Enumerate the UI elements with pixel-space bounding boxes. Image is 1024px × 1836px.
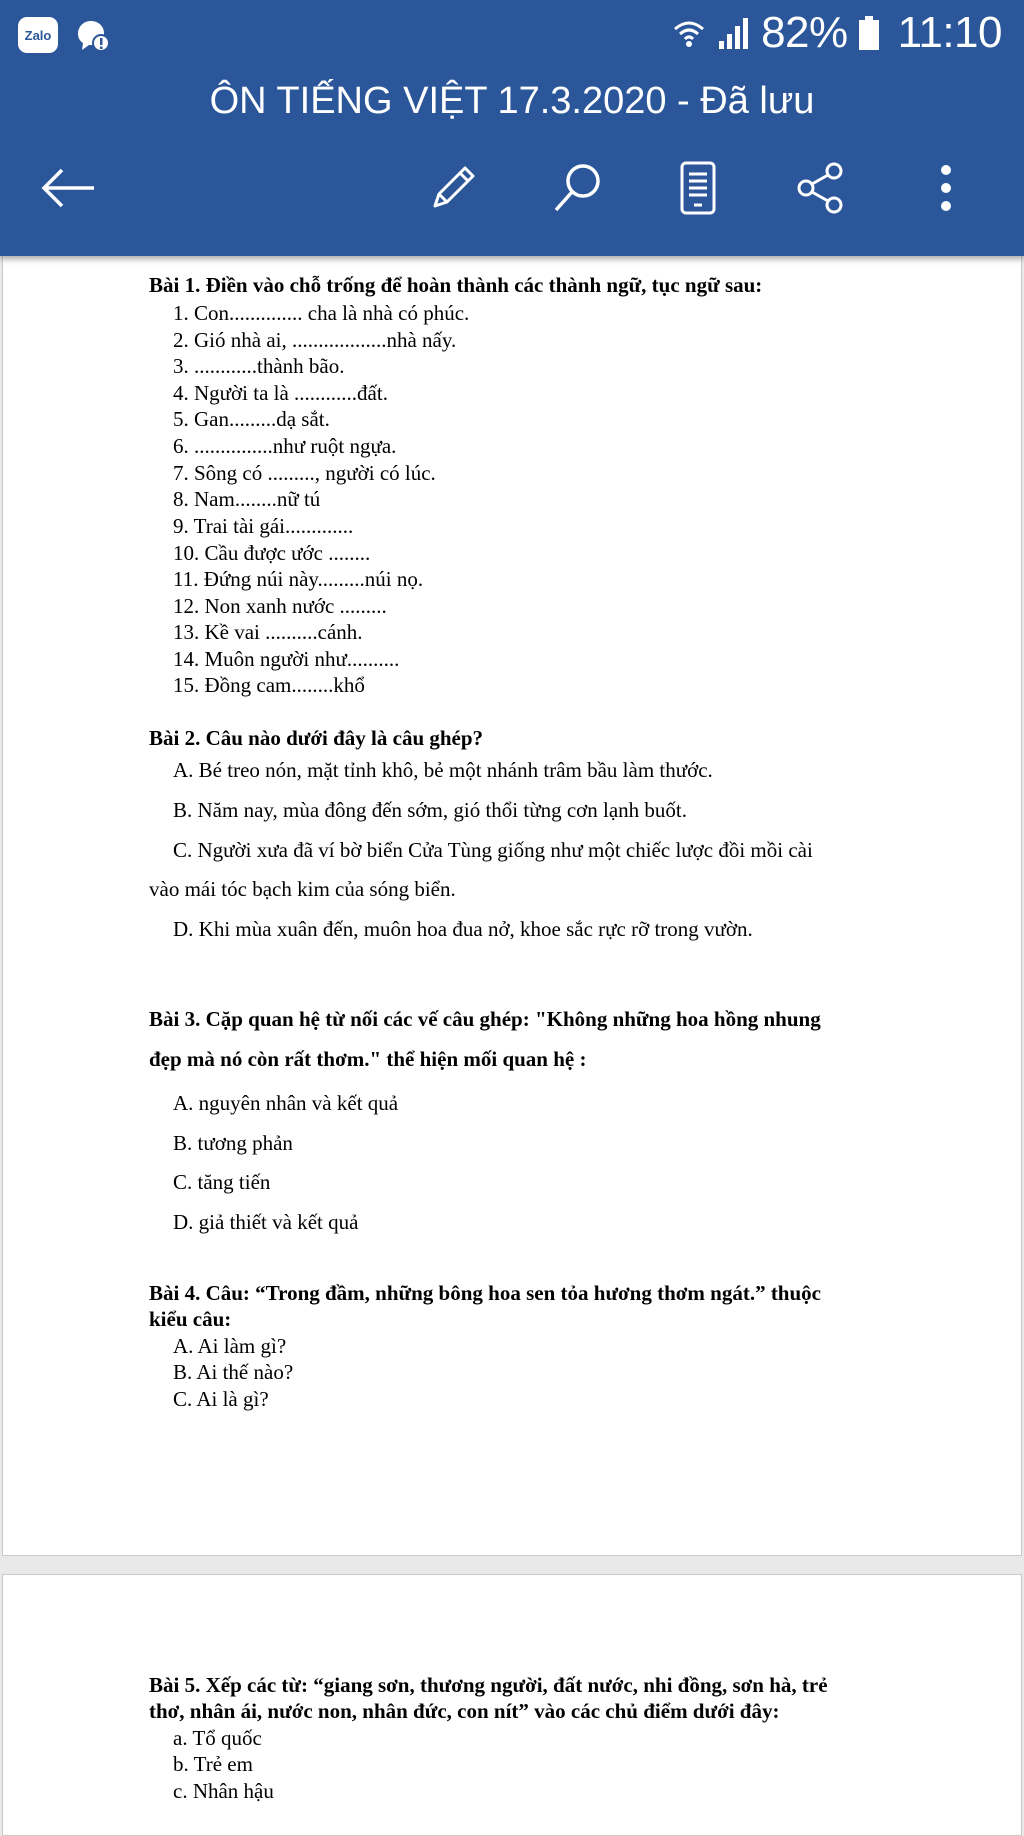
app-header bbox=[0, 0, 1024, 256]
list-item: 10. Cầu được ước ........ bbox=[173, 541, 371, 565]
search-button[interactable] bbox=[540, 150, 616, 226]
option-item: C. tăng tiến bbox=[173, 1170, 271, 1194]
list-item: 13. Kề vai ..........cánh. bbox=[173, 620, 363, 644]
back-arrow-icon bbox=[40, 168, 96, 208]
list-item: 8. Nam........nữ tú bbox=[173, 487, 321, 511]
list-item: 11. Đứng núi này.........núi nọ. bbox=[173, 567, 424, 591]
bai5-heading-line2: thơ, nhân ái, nước non, nhân đức, con nít” vào các chủ điểm dưới đây: bbox=[149, 1699, 780, 1723]
mobile-view-icon bbox=[676, 160, 720, 216]
battery-percent: 82% bbox=[761, 8, 848, 57]
option-item: D. Khi mùa xuân đến, muôn hoa đua nở, khoe sắc rực rỡ trong vườn. bbox=[173, 917, 753, 941]
option-item: A. Bé treo nón, mặt tỉnh khô, bẻ một nhánh trâm bầu làm thước. bbox=[173, 758, 713, 782]
document-title: ÔN TIẾNG VIỆT 17.3.2020 - Đã lưu bbox=[209, 80, 815, 122]
clock: 11:10 bbox=[897, 8, 1002, 57]
option-item: b. Trẻ em bbox=[173, 1752, 253, 1776]
status-bar bbox=[0, 0, 1024, 72]
option-item: C. Người xưa đã ví bờ biển Cửa Tùng giống như một chiếc lược đồi mồi cài bbox=[173, 838, 813, 862]
option-item: B. tương phản bbox=[173, 1131, 293, 1155]
list-item: 5. Gan.........dạ sắt. bbox=[173, 407, 330, 431]
bai3-heading-line2: đẹp mà nó còn rất thơm." thể hiện mối quan hệ : bbox=[149, 1047, 587, 1071]
bai1-heading: Bài 1. Điền vào chỗ trống để hoàn thành các thành ngữ, tục ngữ sau: bbox=[149, 273, 763, 297]
option-item: B. Ai thế nào? bbox=[173, 1360, 294, 1384]
bai2-heading: Bài 2. Câu nào dưới đây là câu ghép? bbox=[149, 726, 484, 750]
list-item: 2. Gió nhà ai, ..................nhà nấy. bbox=[173, 328, 457, 352]
messenger-notification-icon bbox=[72, 17, 112, 53]
option-item: a. Tổ quốc bbox=[173, 1726, 262, 1750]
more-options-button[interactable] bbox=[908, 150, 984, 226]
search-icon bbox=[550, 160, 606, 216]
toolbar bbox=[0, 150, 1024, 226]
bai3-heading: Bài 3. Cặp quan hệ từ nối các vế câu ghép: "Không những hoa hồng nhung bbox=[149, 1007, 821, 1031]
option-item: A. nguyên nhân và kết quả bbox=[173, 1091, 399, 1115]
mobile-view-button[interactable] bbox=[660, 150, 736, 226]
list-item: 3. ............thành bão. bbox=[173, 354, 345, 378]
list-item: 15. Đồng cam........khổ bbox=[173, 673, 365, 697]
signal-icon bbox=[717, 15, 751, 51]
share-icon bbox=[793, 160, 849, 216]
document-page-1[interactable] bbox=[2, 220, 1022, 1556]
list-item: 1. Con.............. cha là nhà có phúc. bbox=[173, 301, 470, 325]
list-item: 14. Muôn người như.......... bbox=[173, 647, 400, 671]
bai4-heading-line2: kiểu câu: bbox=[149, 1307, 232, 1331]
bai4-heading: Bài 4. Câu: “Trong đầm, những bông hoa sen tỏa hương thơm ngát.” thuộc bbox=[149, 1281, 821, 1305]
more-vertical-icon bbox=[936, 160, 956, 216]
share-button[interactable] bbox=[783, 150, 859, 226]
option-item: B. Năm nay, mùa đông đến sớm, gió thổi từng cơn lạnh buốt. bbox=[173, 798, 688, 822]
bai5-heading: Bài 5. Xếp các từ: “giang sơn, thương người, đất nước, nhi đồng, sơn hà, trẻ bbox=[149, 1673, 828, 1697]
list-item: 7. Sông có ........., người có lúc. bbox=[173, 461, 436, 485]
list-item: 9. Trai tài gái............. bbox=[173, 514, 354, 538]
option-item: A. Ai làm gì? bbox=[173, 1334, 287, 1358]
list-item: 12. Non xanh nước ......... bbox=[173, 594, 387, 618]
wifi-icon bbox=[671, 15, 707, 51]
zalo-app-icon: Zalo bbox=[18, 17, 58, 53]
option-item-continuation: vào mái tóc bạch kim của sóng biển. bbox=[149, 877, 456, 901]
list-item: 6. ...............như ruột ngựa. bbox=[173, 434, 397, 458]
document-page-2[interactable] bbox=[2, 1574, 1022, 1836]
list-item: 4. Người ta là ............đất. bbox=[173, 381, 388, 405]
edit-button[interactable] bbox=[415, 150, 491, 226]
option-item: D. giả thiết và kết quả bbox=[173, 1210, 359, 1234]
option-item: C. Ai là gì? bbox=[173, 1387, 269, 1411]
option-item: c. Nhân hậu bbox=[173, 1779, 274, 1803]
back-button[interactable] bbox=[30, 150, 106, 226]
battery-icon bbox=[858, 16, 880, 50]
pencil-icon bbox=[425, 160, 481, 216]
